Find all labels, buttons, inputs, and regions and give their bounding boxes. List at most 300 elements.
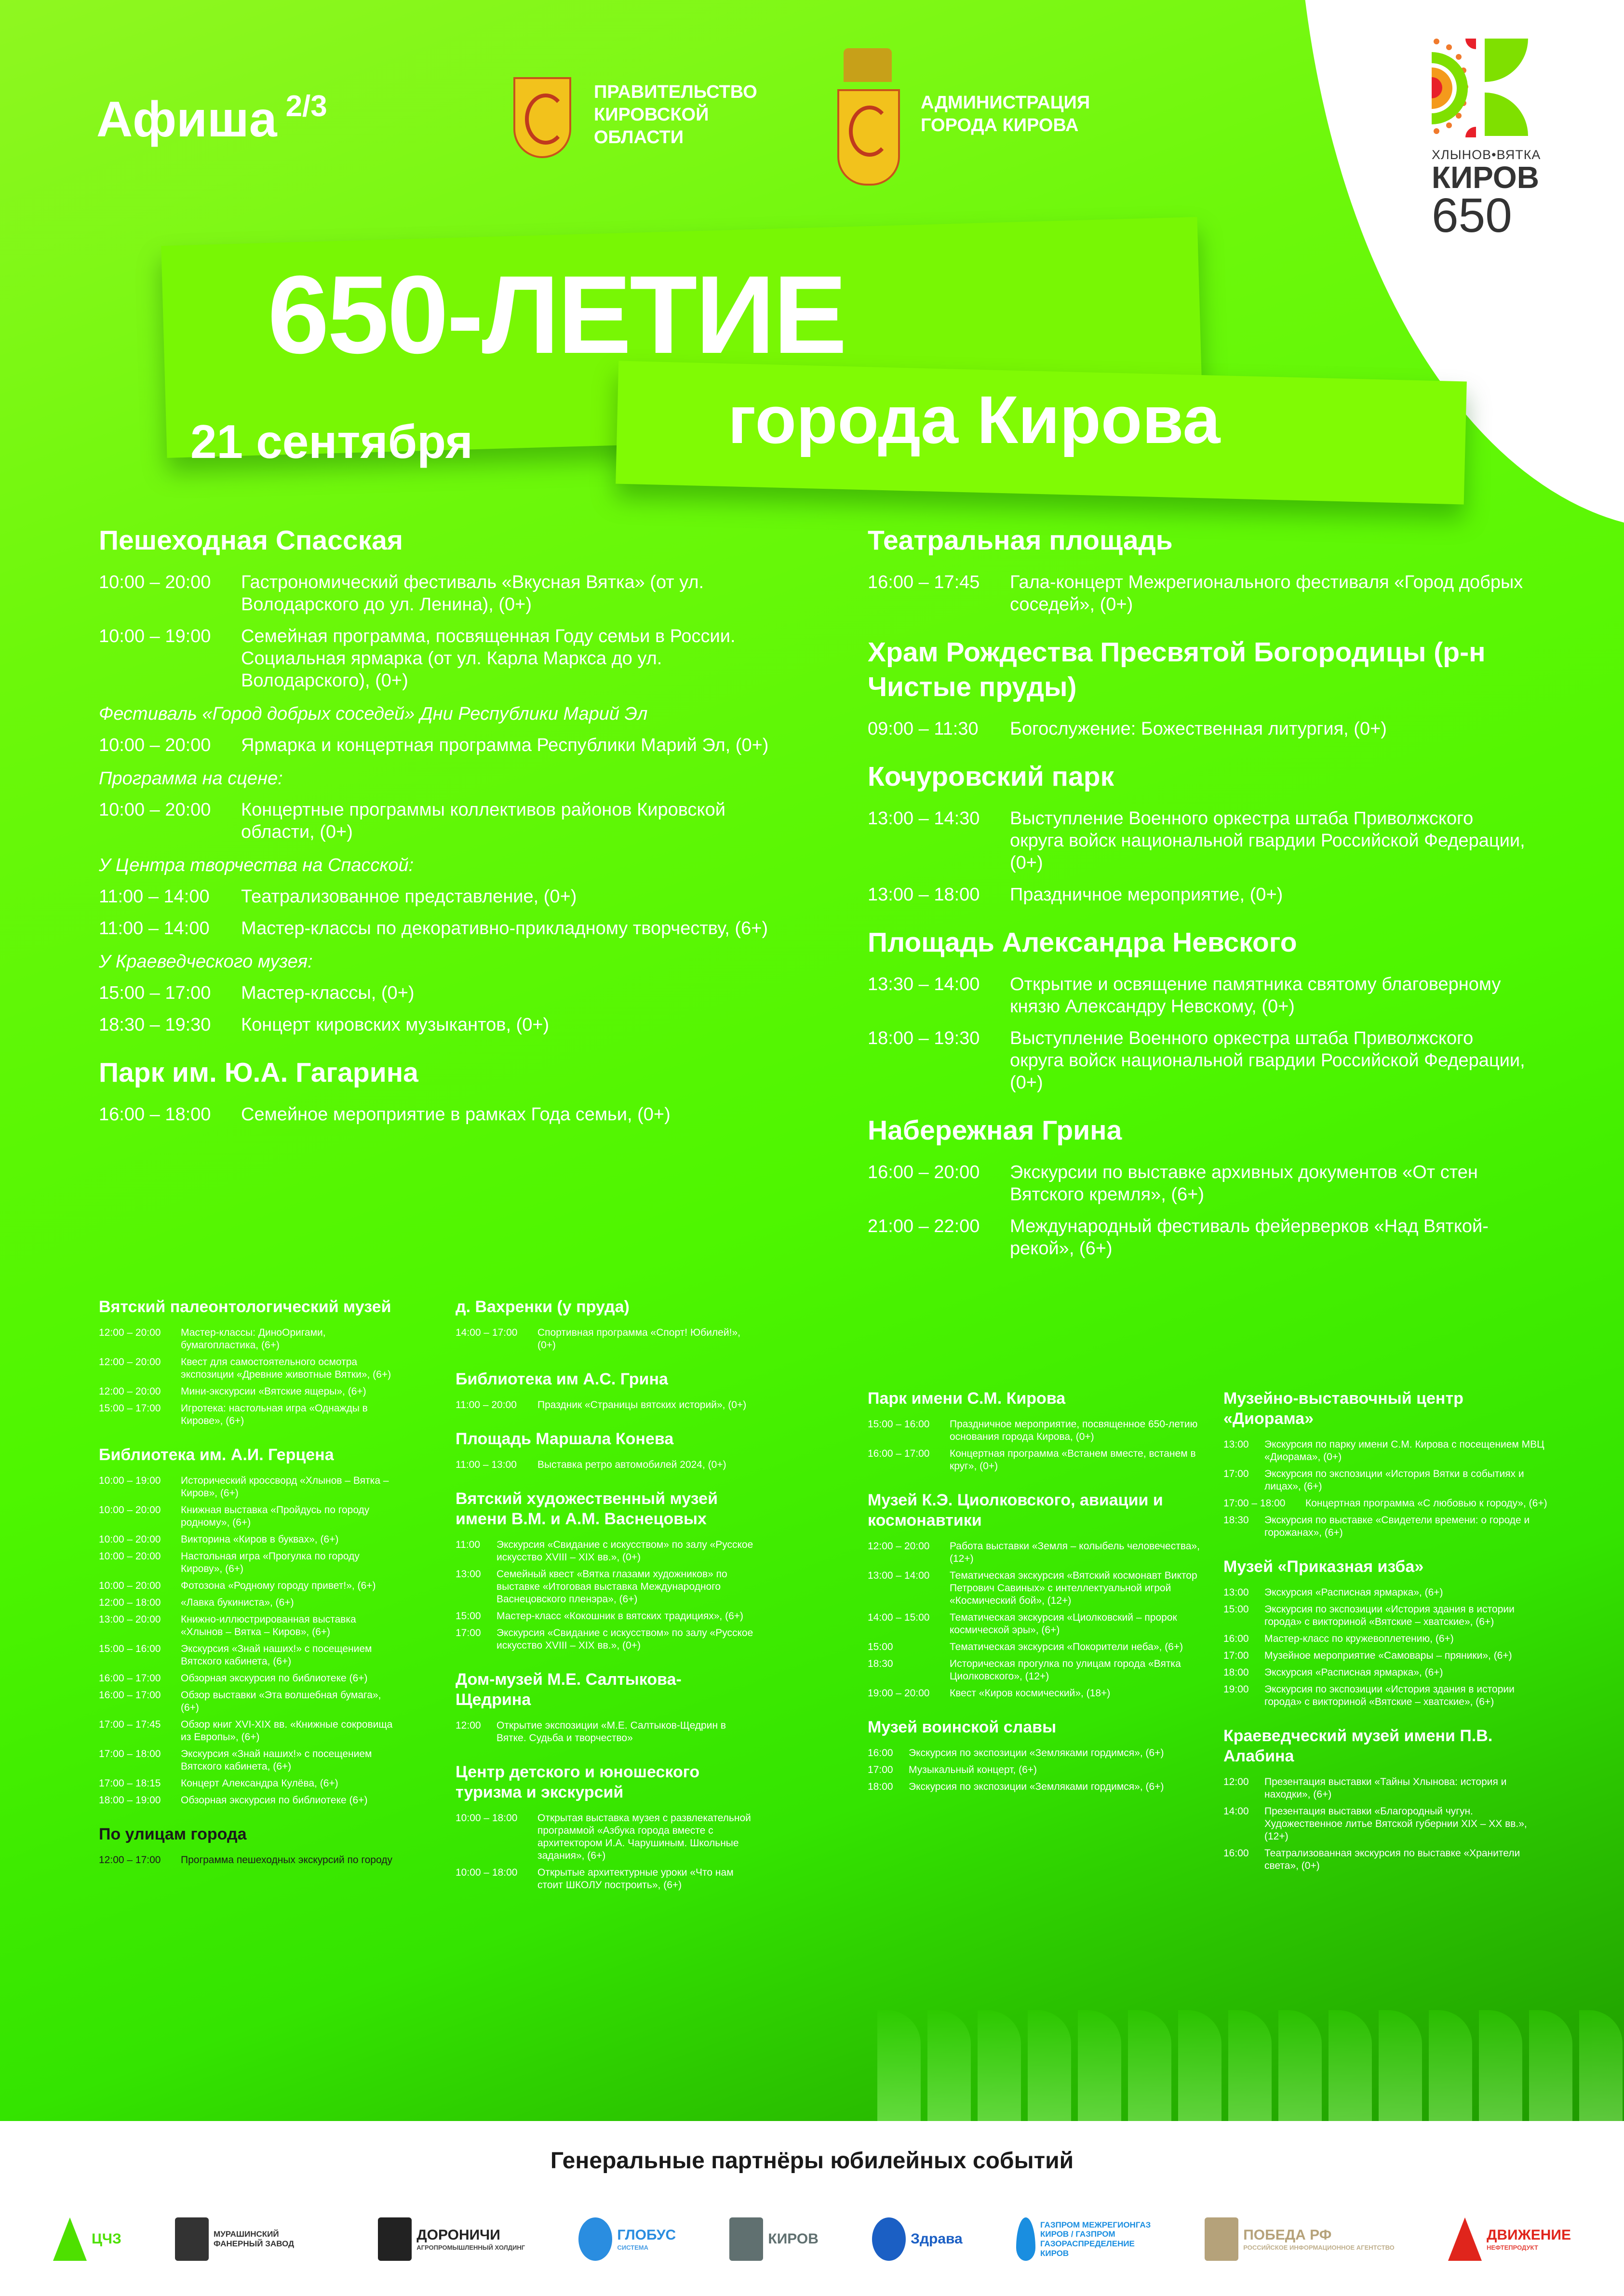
event-description: Обзорная экскурсия по библиотеке (6+) (181, 1673, 368, 1684)
page-title: 650-ЛЕТИЕ (268, 253, 846, 376)
event-row (868, 1215, 1528, 1260)
event-description: Экскурсия по экспозиции «Землякaми гордимся», (6+) (909, 1747, 1164, 1759)
event-time: 18:00 – 19:30 (868, 1028, 980, 1048)
partner-logos (53, 2193, 1571, 2285)
event-row (99, 1748, 398, 1773)
event-row (99, 1613, 398, 1638)
subsection-label: У Краеведческого музея: (99, 952, 313, 972)
event-row (868, 571, 1528, 616)
event-row (868, 884, 1528, 906)
event-description: Мастер-классы, (0+) (241, 983, 415, 1003)
event-time: 16:00 – 18:00 (99, 1104, 211, 1125)
schedule-small-column-2 (456, 1297, 754, 1909)
event-time: 10:00 – 19:00 (99, 1475, 161, 1486)
event-description: Ярмарка и концертная программа Республики Марий Эл, (0+) (241, 735, 769, 755)
event-row (1223, 1666, 1551, 1679)
venue-section (868, 1717, 1200, 1793)
event-time: 10:00 – 18:00 (456, 1813, 518, 1824)
partner-logo (175, 2217, 324, 2261)
event-description: Тематическая экскурсия «Покорители неба», (6+) (950, 1641, 1183, 1652)
partner-name (911, 2231, 963, 2248)
event-time: 18:00 – 19:00 (99, 1795, 161, 1806)
event-time: 11:00 – 20:00 (456, 1399, 517, 1410)
event-row (868, 1027, 1528, 1094)
event-row (456, 1610, 754, 1623)
globe-icon (578, 2217, 612, 2261)
event-time: 10:00 – 20:00 (99, 1551, 161, 1562)
event-row (868, 1687, 1200, 1700)
event-description: Концертная программа «С любовью к городу», (6+) (1305, 1498, 1547, 1509)
org2-line: АДМИНИСТРАЦИЯ (921, 93, 1090, 113)
partner-name-main: ЦЧЗ (92, 2230, 121, 2247)
venue-title: Музейно-выставочный центр «Диорама» (1223, 1389, 1463, 1428)
event-time: 16:00 (1223, 1633, 1249, 1644)
venue-title: Театральная площадь (868, 525, 1173, 556)
event-row (868, 1448, 1200, 1473)
event-time: 13:00 (456, 1569, 481, 1580)
venue-section (1223, 1388, 1551, 1539)
event-time: 13:00 – 18:00 (868, 885, 980, 905)
org-label-administration (921, 92, 1090, 137)
venue-title: По улицам города (99, 1825, 247, 1843)
partners-title: Генеральные партнёры юбилейных событий (550, 2148, 1074, 2174)
event-row (868, 718, 1528, 740)
partner-name-main: ПОБЕДА РФ (1243, 2227, 1332, 2243)
event-row (1223, 1468, 1551, 1493)
event-description: Гала-концерт Межрегионального фестиваля «Город добрых соседей», (0+) (1010, 572, 1523, 615)
partner-logo (872, 2217, 963, 2261)
event-row (99, 1643, 398, 1668)
event-row (1223, 1586, 1551, 1599)
event-description: Концерт кировских музыкантов, (0+) (241, 1015, 550, 1035)
venue-section (456, 1669, 754, 1745)
event-description: Экскурсии по выставке архивных документов «От стен Вятского кремля», (6+) (1010, 1162, 1478, 1205)
event-row (99, 1794, 398, 1807)
event-description: Фотозона «Родному городу привет!», (6+) (181, 1580, 376, 1591)
event-description: Экскурсия «Расписная ярмарка», (6+) (1264, 1587, 1443, 1598)
m-weave-logo-icon (175, 2217, 209, 2261)
org1-line: КИРОВСКОЙ (594, 105, 709, 125)
event-row (1223, 1497, 1551, 1510)
event-description: Семейная программа, посвященная Году семьи в России. Социальная ярмарка (от ул. Карла Маркса до ул. Володарского), (0+) (241, 626, 736, 691)
event-description: Экскурсия по экспозиции «История Вятки в событиях и лицах», (6+) (1264, 1468, 1524, 1492)
event-time: 17:00 (1223, 1468, 1249, 1479)
event-time: 12:00 – 17:00 (99, 1854, 161, 1866)
event-row (1223, 1847, 1551, 1872)
event-description: Мастер-классы: ДиноОригами, бумагопластика, (6+) (181, 1327, 326, 1351)
event-description: Открытые архитектурные уроки «Что нам стоит ШКОЛУ построить», (6+) (537, 1867, 734, 1891)
event-time: 12:00 – 18:00 (99, 1597, 161, 1608)
event-description: Книжная выставка «Пройдусь по городу родному», (6+) (181, 1504, 370, 1528)
event-row (99, 1103, 783, 1126)
event-time: 12:00 – 20:00 (99, 1327, 161, 1338)
flame-icon (1016, 2217, 1035, 2261)
event-row (456, 1812, 754, 1862)
event-description: Настольная игра «Прогулка по городу Кирову», (6+) (181, 1551, 360, 1574)
event-row (99, 625, 783, 692)
event-description: Экскурсия по выставке «Свидетели времени: о городе и горожанах», (6+) (1264, 1515, 1530, 1538)
partner-name (1487, 2227, 1571, 2251)
partner-name-sub: НЕФТЕПРОДУКТ (1487, 2243, 1538, 2251)
event-description: Мастер-класс «Кокошник в вятских традициях», (6+) (497, 1611, 744, 1622)
partner-logo (1016, 2217, 1151, 2261)
venue-title: Центр детского и юношеского туризма и экскурсий (456, 1763, 700, 1801)
venue-section (99, 1297, 398, 1427)
leaf-logo-icon (378, 2217, 412, 2261)
event-row (99, 1385, 398, 1398)
event-description: Презентация выставки «Благородный чугун. Художественное литье Вятской губернии XIX – XX вв.», (12+) (1264, 1806, 1527, 1842)
kirov-650-k-mark-icon (1432, 39, 1528, 137)
venue-title: Библиотека им А.С. Грина (456, 1370, 668, 1388)
partner-logo (729, 2217, 819, 2261)
event-description: Семейный квест «Вятка глазами художников» по выставке «Итоговая выставка Международного Васнецовского пленэра», (6+) (497, 1569, 727, 1605)
partner-name (768, 2231, 819, 2248)
oval-badge-icon (872, 2217, 906, 2261)
event-row (99, 1777, 398, 1790)
event-description: Открытая выставка музея с развлекательной программой «Азбука города вместе с архитектором И.А. Чарушиным. Школьные задания», (6+) (537, 1813, 751, 1861)
event-description: Выступление Военного оркестра штаба Приволжского округа войск национальной гвардии Российской Федерации, (0+) (1010, 808, 1525, 873)
event-time: 11:00 – 13:00 (456, 1459, 517, 1470)
event-description: Спортивная программа «Спорт! Юбилей!», (0+) (537, 1327, 740, 1351)
event-time: 12:00 – 20:00 (99, 1356, 161, 1368)
org1-line: ПРАВИТЕЛЬСТВО (594, 82, 757, 102)
triangle-logo-icon (53, 2217, 87, 2261)
event-row (868, 1641, 1200, 1653)
event-row (868, 1781, 1200, 1793)
venue-title: Пешеходная Спасская (99, 525, 403, 556)
event-time: 17:00 – 18:00 (1223, 1498, 1286, 1509)
event-row (456, 1866, 754, 1892)
event-row (99, 1533, 398, 1546)
event-row (456, 1568, 754, 1606)
event-row (456, 1399, 754, 1411)
event-time: 19:00 (1223, 1684, 1249, 1695)
partner-name-main: МУРАШИНСКИЙ ФАНЕРНЫЙ ЗАВОД (214, 2229, 295, 2248)
partner-name (1243, 2227, 1395, 2251)
event-time: 12:00 (1223, 1776, 1249, 1787)
event-row (868, 1611, 1200, 1637)
partner-name-main: ДВИЖЕНИЕ (1487, 2227, 1571, 2243)
event-row (456, 1719, 754, 1745)
event-time: 13:00 – 14:00 (868, 1570, 930, 1581)
event-time: 15:00 (456, 1611, 481, 1622)
kirov-region-coat-of-arms-icon (513, 77, 571, 158)
event-time: 19:00 – 20:00 (868, 1688, 930, 1699)
event-time: 10:00 – 20:00 (99, 572, 211, 592)
event-description: Музыкальный концерт, (6+) (909, 1764, 1037, 1775)
venue-section (456, 1429, 754, 1471)
venue-section (868, 635, 1528, 740)
venue-title: Парк им. Ю.А. Гагарина (99, 1057, 418, 1088)
partner-name (92, 2231, 121, 2248)
partner-logo (378, 2217, 525, 2261)
event-description: Праздник «Страницы вятских историй», (0+) (537, 1399, 747, 1410)
event-row (99, 1014, 783, 1036)
subsection-label: Фестиваль «Город добрых соседей» Дни Республики Марий Эл (99, 704, 648, 724)
event-description: Экскурсия по экспозиции «Землякaми гордимся», (6+) (909, 1781, 1164, 1792)
kirov-city-coat-of-arms-icon (837, 89, 900, 186)
event-time: 16:00 (1223, 1848, 1249, 1859)
event-row (868, 1161, 1528, 1206)
event-time: 13:00 – 14:30 (868, 808, 980, 829)
event-description: Обзор выставки «Эта волшебная бумага», (6+) (181, 1690, 381, 1713)
event-description: Квест «Киров космический», (18+) (950, 1688, 1111, 1699)
event-description: Богослужение: Божественная литургия, (0+) (1010, 719, 1387, 739)
event-row (99, 571, 783, 616)
venue-section (868, 1490, 1200, 1700)
venue-section (99, 523, 783, 1036)
event-description: Театрализованное представление, (0+) (241, 886, 577, 907)
event-row (99, 1550, 398, 1575)
venue-section (456, 1369, 754, 1411)
event-row (868, 1764, 1200, 1776)
event-description: Мини-экскурсии «Вятские ящеры», (6+) (181, 1386, 366, 1397)
venue-title: Храм Рождества Пресвятой Богородицы (р-н Чистые пруды) (868, 637, 1486, 702)
event-time: 15:00 – 16:00 (868, 1419, 930, 1430)
event-row (456, 1459, 754, 1471)
partner-logo (53, 2217, 121, 2261)
venue-title: Библиотека им. А.И. Герцена (99, 1446, 334, 1464)
event-description: Тематическая экскурсия «Вятский космонавт Виктор Петрович Савиных» с интеллектуальной игрой «Космический бой», (12+) (950, 1570, 1197, 1606)
event-time: 15:00 – 16:00 (99, 1643, 161, 1654)
event-description: Экскурсия «Знай наших!» с посещением Вятского кабинета, (6+) (181, 1643, 372, 1667)
t-plus-logo-icon (729, 2217, 763, 2261)
partner-name (214, 2229, 324, 2248)
event-time: 10:00 – 20:00 (99, 735, 211, 755)
event-description: Театрализованная экскурсия по выставке «Хранители света», (0+) (1264, 1848, 1520, 1871)
venue-section (456, 1762, 754, 1892)
event-description: Экскурсия «Знай наших!» с посещением Вятского кабинета, (6+) (181, 1748, 372, 1772)
partner-name (617, 2227, 676, 2251)
event-row (99, 1597, 398, 1609)
partner-logo (1448, 2217, 1571, 2261)
venue-section (868, 1113, 1528, 1260)
event-time: 17:00 – 17:45 (99, 1719, 161, 1730)
event-description: Программа пешеходных экскурсий по городу (181, 1854, 392, 1866)
partner-name (1040, 2220, 1151, 2258)
event-time: 17:00 – 18:15 (99, 1778, 161, 1789)
event-time: 11:00 – 14:00 (99, 886, 210, 907)
event-description: Обзорная экскурсия по библиотеке (6+) (181, 1795, 368, 1806)
event-row (1223, 1683, 1551, 1708)
event-time: 21:00 – 22:00 (868, 1216, 980, 1236)
event-time: 13:00 – 20:00 (99, 1614, 161, 1625)
event-row (456, 1327, 754, 1352)
event-time: 18:30 (1223, 1515, 1249, 1526)
event-row (99, 1719, 398, 1744)
event-row (1223, 1603, 1551, 1628)
event-description: Праздничное мероприятие, посвященное 650-летию основания города Кирова, (0+) (950, 1419, 1198, 1442)
partner-name (416, 2227, 525, 2251)
event-time: 10:00 – 18:00 (456, 1867, 518, 1878)
venue-section (456, 1489, 754, 1652)
event-time: 10:00 – 20:00 (99, 1534, 161, 1545)
bars-logo-icon (1205, 2217, 1238, 2261)
event-time: 10:00 – 20:00 (99, 1504, 161, 1516)
event-description: Выставка ретро автомобилей 2024, (0+) (537, 1459, 726, 1470)
event-row (99, 1672, 398, 1685)
venue-section (868, 523, 1528, 616)
event-time: 16:00 – 17:00 (99, 1690, 161, 1701)
venue-title: Вятский художественный музей имени В.М. и А.М. Васнецовых (456, 1490, 718, 1528)
schedule-small-column-1 (99, 1297, 398, 1884)
event-time: 17:00 – 18:00 (99, 1748, 161, 1759)
event-time: 12:00 (456, 1720, 481, 1731)
event-row (868, 807, 1528, 874)
venue-title: д. Вахренки (у пруда) (456, 1298, 630, 1316)
event-time: 10:00 – 19:00 (99, 626, 211, 646)
event-description: Концерт Александра Кулёва, (6+) (181, 1778, 338, 1789)
partner-name-main: ГЛОБУС (617, 2227, 676, 2243)
event-time: 12:00 – 20:00 (99, 1386, 161, 1397)
event-row (868, 1540, 1200, 1565)
event-row (868, 1570, 1200, 1607)
event-row (1223, 1438, 1551, 1464)
event-row (99, 886, 783, 908)
event-description: «Лавка букиниста», (6+) (181, 1597, 294, 1608)
event-description: Выступление Военного оркестра штаба Приволжского округа войск национальной гвардии Российской Федерации, (0+) (1010, 1028, 1525, 1093)
kirov-650-logo (1432, 39, 1543, 242)
event-description: Квест для самостоятельного осмотра экспозиции «Древние животные Вятки», (6+) (181, 1356, 391, 1380)
event-date: 21 сентября (190, 415, 473, 468)
event-time: 15:00 (1223, 1604, 1249, 1615)
event-description: Мастер-классы по декоративно-прикладному творчеству, (6+) (241, 918, 768, 939)
event-time: 12:00 – 20:00 (868, 1541, 930, 1552)
venue-section (1223, 1726, 1551, 1872)
venue-title: Музей «Приказная изба» (1223, 1558, 1424, 1576)
event-row (868, 973, 1528, 1018)
event-description: Экскурсия «Расписная ярмарка», (6+) (1264, 1667, 1443, 1678)
event-description: Открытие экспозиции «М.Е. Салтыков-Щедрин в Вятке. Судьба и творчество» (497, 1720, 726, 1744)
event-description: Исторический кроссворд «Хлынов – Вятка – Киров», (6+) (181, 1475, 389, 1499)
venue-section (868, 925, 1528, 1094)
event-time: 13:00 (1223, 1587, 1249, 1598)
org-label-government (594, 81, 757, 149)
event-description: Обзор книг XVI-XIX вв. «Книжные сокровища из Европы», (6+) (181, 1719, 393, 1743)
event-description: Историческая прогулка по улицам города «Вятка Циолковского», (12+) (950, 1658, 1181, 1682)
event-time: 16:00 – 17:00 (868, 1448, 930, 1459)
partner-name-sub: СИСТЕМА (617, 2243, 648, 2251)
event-time: 16:00 (868, 1747, 893, 1759)
event-row (868, 1658, 1200, 1683)
event-row (99, 1504, 398, 1529)
venue-title: Площадь Александра Невского (868, 927, 1297, 958)
venue-section (99, 1824, 398, 1866)
event-row (99, 1580, 398, 1592)
org1-line: ОБЛАСТИ (594, 127, 684, 148)
venue-title: Краеведческий музей имени П.В. Алабина (1223, 1727, 1493, 1765)
event-time: 17:00 (1223, 1650, 1249, 1661)
event-time: 14:00 – 17:00 (456, 1327, 518, 1338)
event-row (1223, 1633, 1551, 1645)
event-description: Концертная программа «Встанем вместе, встанем в круг», (0+) (950, 1448, 1196, 1472)
venue-section (868, 759, 1528, 906)
event-description: Книжно-иллюстрированная выставка «Хлынов – Вятка – Киров», (6+) (181, 1614, 356, 1638)
event-description: Праздничное мероприятие, (0+) (1010, 885, 1283, 905)
event-description: Презентация выставки «Тайны Хлынова: история и находки», (6+) (1264, 1776, 1507, 1800)
event-row (99, 799, 783, 843)
event-description: Экскурсия по экспозиции «История здания в истории города» с викториной «Вятские – хватские», (6+) (1264, 1604, 1515, 1627)
event-time: 18:30 – 19:30 (99, 1015, 211, 1035)
partners-section (0, 2121, 1624, 2296)
venue-title: Музей К.Э. Циолковского, авиации и космонавтики (868, 1491, 1163, 1530)
event-description: Мастер-класс по кружевоплетению, (6+) (1264, 1633, 1454, 1644)
schedule-column-right (868, 523, 1528, 1279)
logo-city: КИРОВ (1432, 160, 1539, 195)
subsection-label: У Центра творчества на Спасской: (99, 855, 414, 875)
org2-line: ГОРОДА КИРОВА (921, 115, 1079, 135)
schedule-column-left (99, 523, 783, 1145)
partner-name-main: КИРОВ (768, 2230, 819, 2247)
schedule-small-column-3 (868, 1388, 1200, 1811)
event-description: Экскурсия по экспозиции «История здания в истории города» с викториной «Вятские – хватские», (6+) (1264, 1684, 1515, 1707)
event-description: Викторина «Киров в буквах», (6+) (181, 1534, 339, 1545)
event-time: 18:30 (868, 1658, 893, 1669)
event-description: Экскурсия по парку имени С.М. Кирова с посещением МВЦ «Диорама», (0+) (1264, 1439, 1544, 1463)
event-time: 14:00 – 15:00 (868, 1612, 930, 1623)
event-time: 10:00 – 20:00 (99, 800, 211, 820)
event-row (456, 1539, 754, 1564)
venue-section (1223, 1557, 1551, 1708)
partner-name-main: Здрава (911, 2230, 963, 2247)
event-time: 15:00 – 17:00 (99, 1403, 161, 1414)
event-description: Экскурсия «Свидание с искусством» по залу «Русское искусство XVIII – XIX вв.», (0+) (497, 1539, 753, 1563)
partner-name-main: ДОРОНИЧИ (416, 2227, 500, 2243)
event-time: 18:00 (1223, 1667, 1249, 1678)
crown-icon (844, 48, 892, 82)
event-description: Открытие и освящение памятника святому благоверному князю Александру Невскому, (0+) (1010, 974, 1501, 1017)
event-row (99, 917, 783, 940)
event-row (99, 1356, 398, 1381)
event-time: 16:00 – 17:00 (99, 1673, 161, 1684)
logo-anniversary: 650 (1432, 188, 1512, 242)
event-time: 13:30 – 14:00 (868, 974, 980, 994)
event-row (99, 1327, 398, 1352)
venue-title: Парк имени С.М. Кирова (868, 1389, 1066, 1408)
venue-title: Музей воинской славы (868, 1718, 1057, 1736)
k-letter-pattern-decoration (877, 2010, 1624, 2121)
red-triangle-icon (1448, 2217, 1482, 2261)
venue-title: Вятский палеонтологический музей (99, 1298, 391, 1316)
partner-name-main: ГАЗПРОМ МЕЖРЕГИОНГАЗ КИРОВ / ГАЗПРОМ ГАЗОРАСПРЕДЕЛЕНИЕ КИРОВ (1040, 2220, 1151, 2258)
event-time: 17:00 (868, 1764, 893, 1775)
partner-logo (578, 2217, 676, 2261)
event-description: Игротека: настольная игра «Однажды в Кирове», (6+) (181, 1403, 368, 1426)
logo-subtitle: ХЛЫНОВ•ВЯТКА (1432, 148, 1541, 162)
afisha-label (96, 89, 327, 148)
event-description: Музейное мероприятие «Самовары – пряники», (6+) (1264, 1650, 1512, 1661)
schedule-small-column-4 (1223, 1388, 1551, 1890)
venue-section (99, 1445, 398, 1807)
event-description: Международный фестиваль фейерверков «Над Вяткой-рекой», (6+) (1010, 1216, 1489, 1259)
event-time: 11:00 – 14:00 (99, 918, 210, 939)
afisha-text: Афиша (96, 92, 277, 148)
event-row (1223, 1776, 1551, 1801)
event-row (456, 1627, 754, 1652)
event-time: 16:00 – 20:00 (868, 1162, 980, 1182)
event-row (99, 734, 783, 756)
venue-title: Набережная Грина (868, 1115, 1122, 1146)
event-row (99, 1689, 398, 1714)
event-row (99, 982, 783, 1004)
event-time: 09:00 – 11:30 (868, 719, 979, 739)
event-description: Экскурсия «Свидание с искусством» по залу «Русское искусство XVIII – XIX вв.», (0+) (497, 1627, 753, 1651)
venue-section (868, 1388, 1200, 1473)
partner-name-sub: АГРОПРОМЫШЛЕННЫЙ ХОЛДИНГ (416, 2243, 525, 2251)
event-row (99, 1402, 398, 1427)
event-description: Тематическая экскурсия «Циолковский – пророк космической эры», (6+) (950, 1612, 1177, 1636)
event-row (868, 1418, 1200, 1443)
